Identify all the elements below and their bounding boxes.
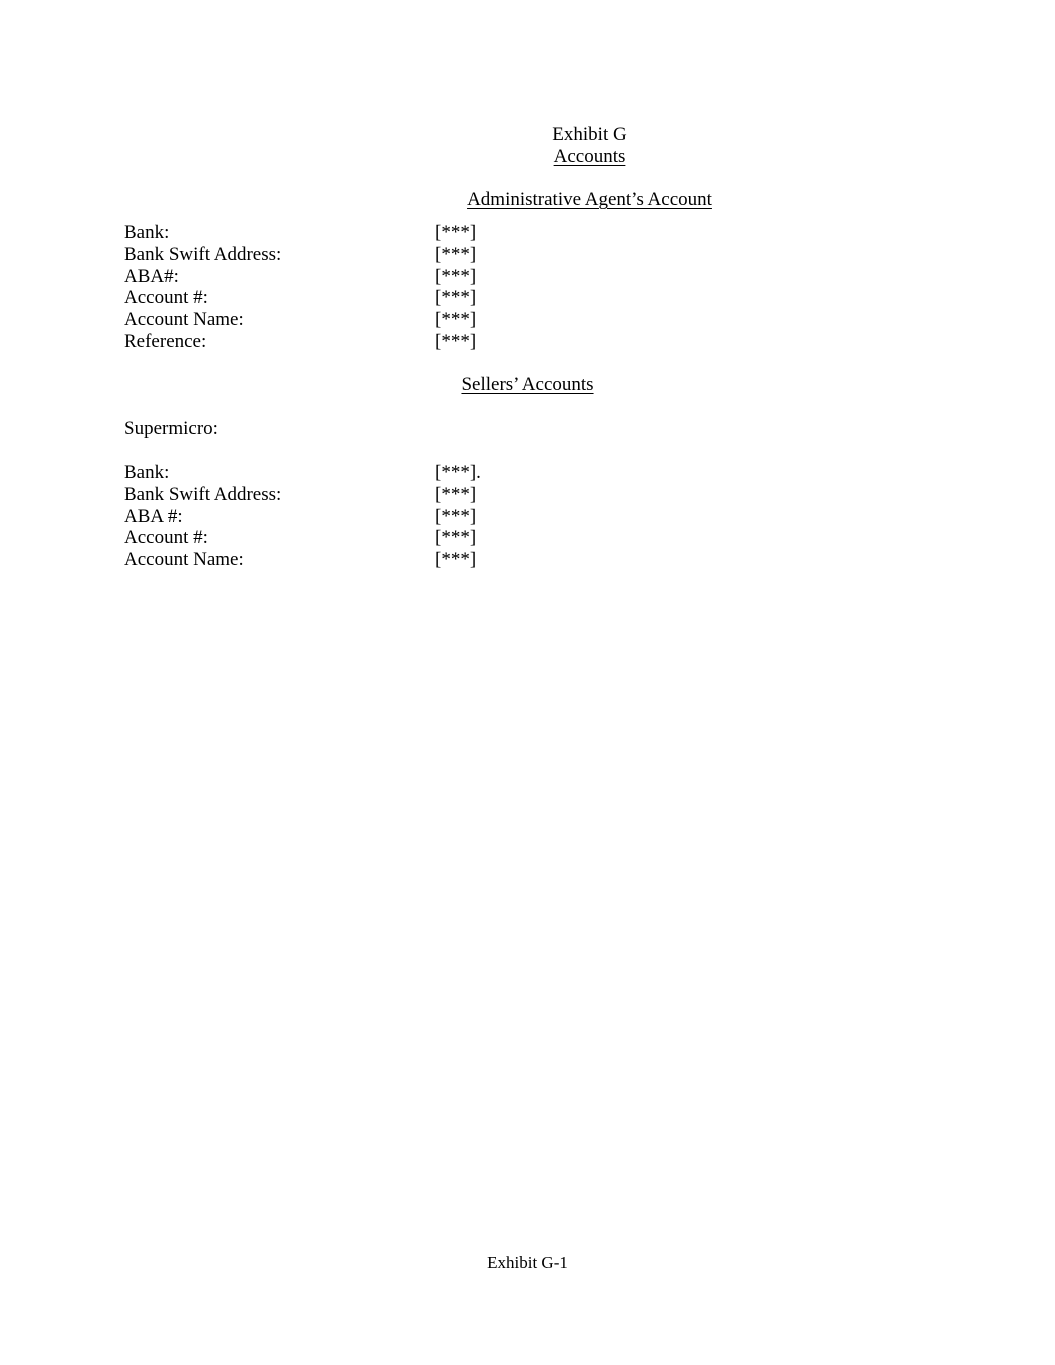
exhibit-subtitle: Accounts	[553, 146, 626, 167]
exhibit-subtitle-wrap	[62, 146, 1055, 168]
row-value: [***]	[435, 527, 477, 549]
row-value: [***]	[435, 222, 477, 243]
row-value: [***]	[435, 309, 477, 331]
sellers-accounts-heading: Sellers’ Accounts	[461, 374, 594, 395]
exhibit-title: Exhibit G	[552, 124, 627, 145]
row-value: [***]	[435, 243, 477, 265]
row-value: [***].	[435, 462, 481, 483]
row-value: [***]	[435, 265, 477, 287]
admin-account-heading: Administrative Agent’s Account	[467, 189, 712, 210]
row-label: Account Name:	[124, 549, 244, 571]
row-label: Bank Swift Address:	[124, 243, 282, 265]
seller-name: Supermicro:	[124, 418, 218, 439]
row-value: [***]	[435, 483, 477, 505]
row-label: ABA#:	[124, 265, 179, 287]
row-label: Account #:	[124, 527, 208, 549]
admin-heading-wrap	[62, 189, 1055, 211]
row-label: Reference:	[124, 330, 207, 352]
row-value: [***]	[435, 330, 477, 352]
row-label: Bank:	[124, 222, 170, 243]
row-value: [***]	[435, 287, 477, 309]
row-value: [***]	[435, 549, 477, 571]
row-label: Bank:	[124, 462, 170, 483]
row-label: Account Name:	[124, 309, 244, 331]
page-footer: Exhibit G-1	[487, 1253, 568, 1272]
sellers-heading-wrap	[0, 374, 1055, 396]
row-label: Bank Swift Address:	[124, 483, 282, 505]
row-label: ABA #:	[124, 505, 183, 527]
row-value: [***]	[435, 505, 477, 527]
row-label: Account #:	[124, 287, 208, 309]
